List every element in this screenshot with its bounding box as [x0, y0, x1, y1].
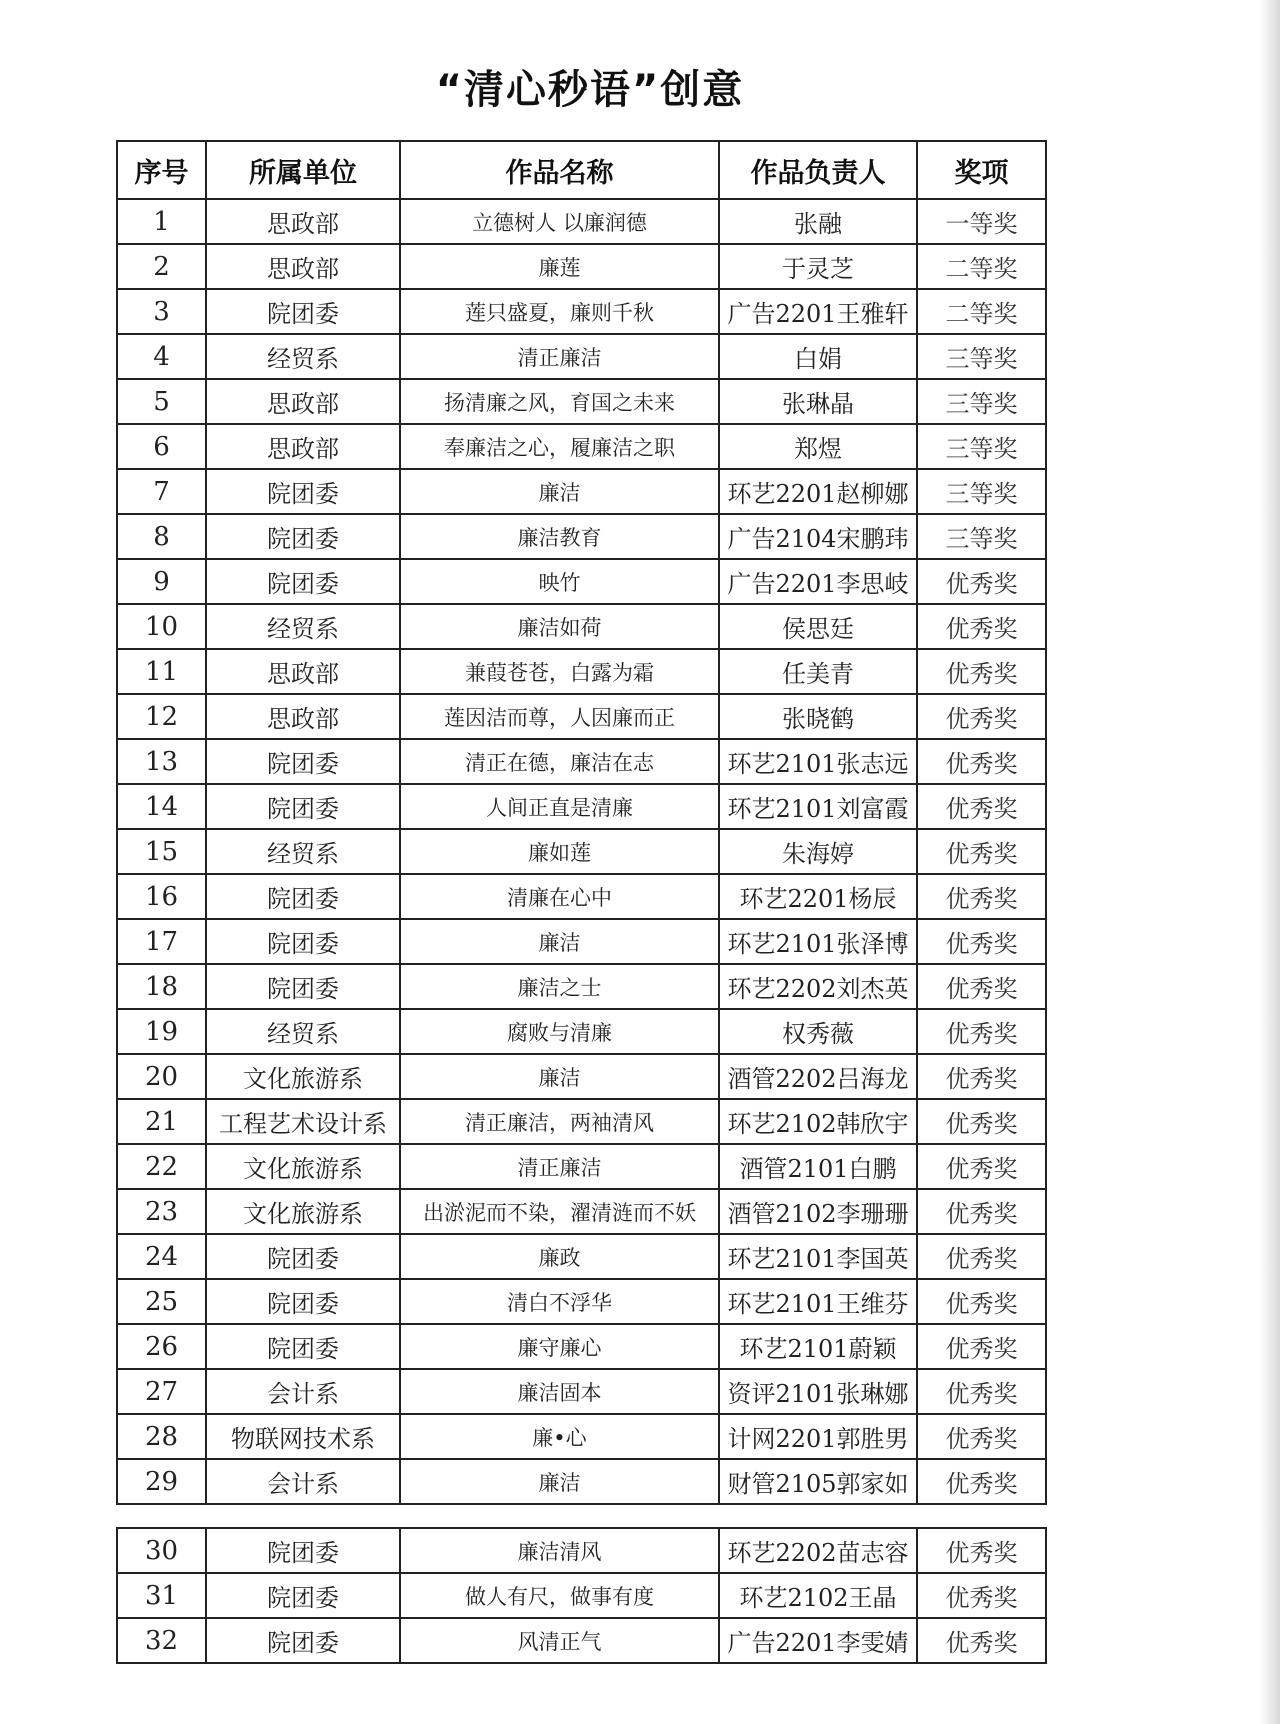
- cell-index: 3: [117, 289, 206, 334]
- cell-index: 28: [117, 1414, 206, 1459]
- cell-work-title: 做人有尺，做事有度: [400, 1573, 719, 1618]
- cell-award: 优秀奖: [917, 1324, 1046, 1369]
- cell-index: 23: [117, 1189, 206, 1234]
- header-index: 序号: [117, 141, 206, 199]
- cell-unit: 经贸系: [206, 604, 400, 649]
- cell-unit: 文化旅游系: [206, 1189, 400, 1234]
- cell-unit: 院团委: [206, 289, 400, 334]
- cell-work-title: 廉洁清风: [400, 1528, 719, 1573]
- cell-index: 11: [117, 649, 206, 694]
- cell-owner: 朱海婷: [719, 829, 917, 874]
- cell-work-title: 清正廉洁: [400, 334, 719, 379]
- cell-owner: 酒管2102李珊珊: [719, 1189, 917, 1234]
- cell-unit: 院团委: [206, 874, 400, 919]
- cell-award: 三等奖: [917, 514, 1046, 559]
- cell-award: 优秀奖: [917, 604, 1046, 649]
- cell-award: 优秀奖: [917, 919, 1046, 964]
- cell-award: 优秀奖: [917, 1459, 1046, 1504]
- table-row: [117, 604, 1046, 649]
- cell-award: 优秀奖: [917, 1189, 1046, 1234]
- table-row: [117, 1324, 1046, 1369]
- cell-owner: 侯思廷: [719, 604, 917, 649]
- cell-index: 6: [117, 424, 206, 469]
- cell-owner: 计网2201郭胜男: [719, 1414, 917, 1459]
- cell-owner: 环艺2102韩欣宇: [719, 1099, 917, 1144]
- cell-work-title: 莲因洁而尊，人因廉而正: [400, 694, 719, 739]
- table-row: [117, 334, 1046, 379]
- table-row: [117, 694, 1046, 739]
- table-row: [117, 829, 1046, 874]
- cell-index: 19: [117, 1009, 206, 1054]
- table-row: [117, 739, 1046, 784]
- table-row: [117, 1099, 1046, 1144]
- cell-award: 二等奖: [917, 244, 1046, 289]
- cell-work-title: 出淤泥而不染，濯清涟而不妖: [400, 1189, 719, 1234]
- cell-work-title: 廉如莲: [400, 829, 719, 874]
- cell-index: 13: [117, 739, 206, 784]
- cell-award: 优秀奖: [917, 649, 1046, 694]
- cell-award: 优秀奖: [917, 1009, 1046, 1054]
- table-row: [117, 1369, 1046, 1414]
- cell-unit: 经贸系: [206, 1009, 400, 1054]
- cell-unit: 院团委: [206, 964, 400, 1009]
- table-row: [117, 649, 1046, 694]
- cell-index: 17: [117, 919, 206, 964]
- cell-work-title: 莲只盛夏，廉则千秋: [400, 289, 719, 334]
- cell-work-title: 廉洁如荷: [400, 604, 719, 649]
- cell-unit: 院团委: [206, 919, 400, 964]
- cell-owner: 张晓鹤: [719, 694, 917, 739]
- table-row: [117, 1279, 1046, 1324]
- table-row: [117, 1234, 1046, 1279]
- cell-award: 优秀奖: [917, 1414, 1046, 1459]
- cell-owner: 张融: [719, 199, 917, 244]
- header-award: 奖项: [917, 141, 1046, 199]
- cell-work-title: 清白不浮华: [400, 1279, 719, 1324]
- cell-work-title: 腐败与清廉: [400, 1009, 719, 1054]
- cell-award: 二等奖: [917, 289, 1046, 334]
- table-row: [117, 559, 1046, 604]
- cell-index: 30: [117, 1528, 206, 1573]
- cell-work-title: 风清正气: [400, 1618, 719, 1663]
- table-body-continued: [117, 1528, 1046, 1663]
- cell-work-title: 廉•心: [400, 1414, 719, 1459]
- cell-work-title: 扬清廉之风，育国之未来: [400, 379, 719, 424]
- cell-index: 21: [117, 1099, 206, 1144]
- cell-owner: 广告2201李雯婧: [719, 1618, 917, 1663]
- table-row: [117, 964, 1046, 1009]
- cell-owner: 环艺2101李国英: [719, 1234, 917, 1279]
- cell-index: 25: [117, 1279, 206, 1324]
- cell-award: 三等奖: [917, 424, 1046, 469]
- cell-unit: 思政部: [206, 199, 400, 244]
- cell-index: 29: [117, 1459, 206, 1504]
- cell-work-title: 奉廉洁之心，履廉洁之职: [400, 424, 719, 469]
- cell-index: 18: [117, 964, 206, 1009]
- table-row: [117, 379, 1046, 424]
- cell-unit: 思政部: [206, 244, 400, 289]
- header-work-title: 作品名称: [400, 141, 719, 199]
- cell-owner: 资评2101张琳娜: [719, 1369, 917, 1414]
- cell-owner: 环艺2101张泽博: [719, 919, 917, 964]
- cell-index: 16: [117, 874, 206, 919]
- table-row: [117, 469, 1046, 514]
- cell-index: 24: [117, 1234, 206, 1279]
- cell-index: 10: [117, 604, 206, 649]
- cell-award: 优秀奖: [917, 874, 1046, 919]
- table-row: [117, 1528, 1046, 1573]
- cell-unit: 文化旅游系: [206, 1144, 400, 1189]
- cell-award: 优秀奖: [917, 784, 1046, 829]
- cell-unit: 会计系: [206, 1369, 400, 1414]
- cell-work-title: 人间正直是清廉: [400, 784, 719, 829]
- table-body: [117, 199, 1046, 1504]
- table-row: [117, 1189, 1046, 1234]
- cell-index: 12: [117, 694, 206, 739]
- cell-unit: 院团委: [206, 514, 400, 559]
- cell-owner: 环艺2101张志远: [719, 739, 917, 784]
- cell-award: 优秀奖: [917, 1573, 1046, 1618]
- cell-award: 优秀奖: [917, 694, 1046, 739]
- award-table-continued: [116, 1527, 1047, 1664]
- cell-unit: 院团委: [206, 559, 400, 604]
- table-row: [117, 1459, 1046, 1504]
- cell-owner: 环艺2101王维芬: [719, 1279, 917, 1324]
- cell-owner: 广告2201王雅轩: [719, 289, 917, 334]
- cell-index: 7: [117, 469, 206, 514]
- cell-award: 优秀奖: [917, 1054, 1046, 1099]
- cell-index: 26: [117, 1324, 206, 1369]
- cell-work-title: 映竹: [400, 559, 719, 604]
- cell-work-title: 廉洁教育: [400, 514, 719, 559]
- cell-work-title: 廉洁: [400, 1459, 719, 1504]
- page-title: “清心秒语”创意: [435, 67, 745, 113]
- cell-work-title: 清正廉洁，两袖清风: [400, 1099, 719, 1144]
- cell-index: 27: [117, 1369, 206, 1414]
- cell-unit: 思政部: [206, 424, 400, 469]
- cell-award: 一等奖: [917, 199, 1046, 244]
- table-row: [117, 1573, 1046, 1618]
- cell-award: 三等奖: [917, 469, 1046, 514]
- cell-award: 优秀奖: [917, 1369, 1046, 1414]
- cell-index: 5: [117, 379, 206, 424]
- cell-index: 4: [117, 334, 206, 379]
- cell-award: 优秀奖: [917, 1144, 1046, 1189]
- table-row: [117, 289, 1046, 334]
- cell-index: 22: [117, 1144, 206, 1189]
- cell-owner: 广告2104宋鹏玮: [719, 514, 917, 559]
- cell-work-title: 清正在德，廉洁在志: [400, 739, 719, 784]
- cell-owner: 于灵芝: [719, 244, 917, 289]
- cell-award: 优秀奖: [917, 1279, 1046, 1324]
- cell-award: 优秀奖: [917, 964, 1046, 1009]
- cell-unit: 会计系: [206, 1459, 400, 1504]
- cell-index: 2: [117, 244, 206, 289]
- cell-unit: 院团委: [206, 1573, 400, 1618]
- cell-unit: 院团委: [206, 784, 400, 829]
- cell-work-title: 清正廉洁: [400, 1144, 719, 1189]
- cell-work-title: 清廉在心中: [400, 874, 719, 919]
- cell-award: 优秀奖: [917, 1234, 1046, 1279]
- cell-work-title: 廉守廉心: [400, 1324, 719, 1369]
- cell-award: 优秀奖: [917, 829, 1046, 874]
- cell-owner: 酒管2101白鹏: [719, 1144, 917, 1189]
- cell-work-title: 立德树人 以廉润德: [400, 199, 719, 244]
- cell-owner: 权秀薇: [719, 1009, 917, 1054]
- table-row: [117, 874, 1046, 919]
- cell-work-title: 廉洁: [400, 1054, 719, 1099]
- cell-award: 优秀奖: [917, 559, 1046, 604]
- cell-unit: 院团委: [206, 1279, 400, 1324]
- cell-award: 优秀奖: [917, 1099, 1046, 1144]
- table-header-row: [117, 141, 1046, 199]
- table-row: [117, 784, 1046, 829]
- cell-unit: 思政部: [206, 694, 400, 739]
- cell-unit: 物联网技术系: [206, 1414, 400, 1459]
- cell-owner: 环艺2202刘杰英: [719, 964, 917, 1009]
- cell-unit: 思政部: [206, 649, 400, 694]
- cell-index: 32: [117, 1618, 206, 1663]
- cell-award: 优秀奖: [917, 739, 1046, 784]
- cell-award: 三等奖: [917, 379, 1046, 424]
- table-row: [117, 1144, 1046, 1189]
- cell-unit: 院团委: [206, 1618, 400, 1663]
- cell-owner: 郑煜: [719, 424, 917, 469]
- cell-owner: 任美青: [719, 649, 917, 694]
- cell-unit: 院团委: [206, 469, 400, 514]
- header-unit: 所属单位: [206, 141, 400, 199]
- cell-unit: 经贸系: [206, 829, 400, 874]
- cell-award: 三等奖: [917, 334, 1046, 379]
- cell-work-title: 廉政: [400, 1234, 719, 1279]
- cell-index: 20: [117, 1054, 206, 1099]
- cell-unit: 院团委: [206, 739, 400, 784]
- cell-unit: 院团委: [206, 1324, 400, 1369]
- cell-index: 9: [117, 559, 206, 604]
- cell-work-title: 廉洁: [400, 469, 719, 514]
- cell-owner: 环艺2102王晶: [719, 1573, 917, 1618]
- cell-unit: 工程艺术设计系: [206, 1099, 400, 1144]
- cell-award: 优秀奖: [917, 1618, 1046, 1663]
- cell-owner: 环艺2201杨辰: [719, 874, 917, 919]
- cell-unit: 思政部: [206, 379, 400, 424]
- page-edge-shadow: [1258, 0, 1280, 1724]
- cell-unit: 经贸系: [206, 334, 400, 379]
- cell-unit: 文化旅游系: [206, 1054, 400, 1099]
- cell-owner: 环艺2201赵柳娜: [719, 469, 917, 514]
- cell-work-title: 廉莲: [400, 244, 719, 289]
- table-row: [117, 1054, 1046, 1099]
- cell-index: 8: [117, 514, 206, 559]
- cell-owner: 张琳晶: [719, 379, 917, 424]
- table-row: [117, 199, 1046, 244]
- cell-index: 31: [117, 1573, 206, 1618]
- table-row: [117, 244, 1046, 289]
- cell-work-title: 兼葭苍苍，白露为霜: [400, 649, 719, 694]
- cell-owner: 白娟: [719, 334, 917, 379]
- cell-index: 1: [117, 199, 206, 244]
- cell-unit: 院团委: [206, 1234, 400, 1279]
- cell-owner: 环艺2202苗志容: [719, 1528, 917, 1573]
- table-row: [117, 1414, 1046, 1459]
- cell-work-title: 廉洁之士: [400, 964, 719, 1009]
- table-row: [117, 514, 1046, 559]
- cell-award: 优秀奖: [917, 1528, 1046, 1573]
- table-row: [117, 919, 1046, 964]
- table-row: [117, 1009, 1046, 1054]
- cell-work-title: 廉洁: [400, 919, 719, 964]
- cell-owner: 环艺2101刘富霞: [719, 784, 917, 829]
- cell-index: 15: [117, 829, 206, 874]
- cell-owner: 财管2105郭家如: [719, 1459, 917, 1504]
- cell-owner: 酒管2202吕海龙: [719, 1054, 917, 1099]
- table-row: [117, 424, 1046, 469]
- cell-unit: 院团委: [206, 1528, 400, 1573]
- table-row: [117, 1618, 1046, 1663]
- header-owner: 作品负责人: [719, 141, 917, 199]
- cell-index: 14: [117, 784, 206, 829]
- cell-owner: 环艺2101蔚颖: [719, 1324, 917, 1369]
- cell-owner: 广告2201李思岐: [719, 559, 917, 604]
- award-table: [116, 140, 1047, 1505]
- cell-work-title: 廉洁固本: [400, 1369, 719, 1414]
